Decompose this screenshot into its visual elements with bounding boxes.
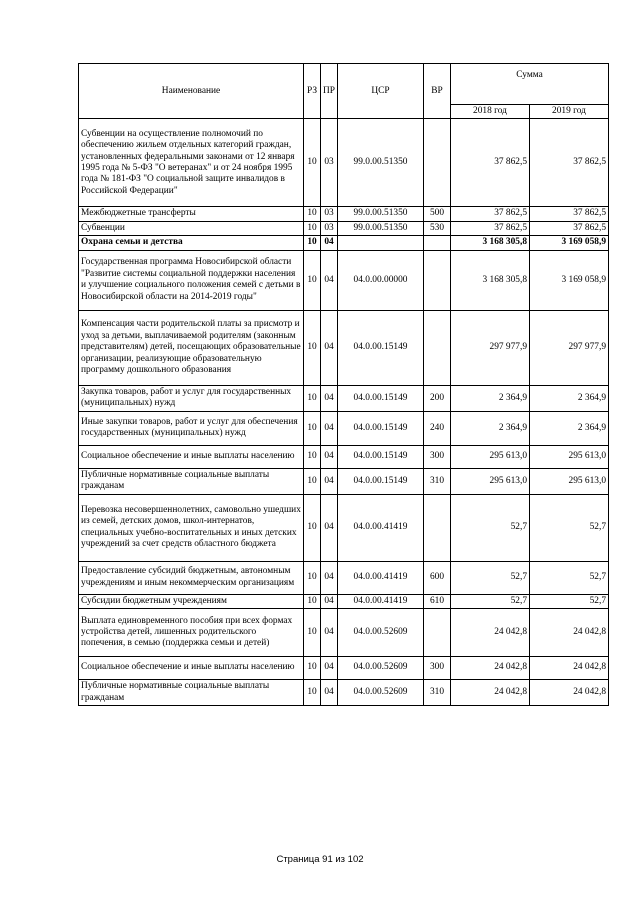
row-sum-2018: 24 042,8 bbox=[451, 609, 530, 657]
table-row bbox=[79, 594, 609, 608]
row-sum-2019: 37 862,5 bbox=[530, 119, 609, 207]
row-rz: 10 bbox=[304, 310, 321, 385]
row-vr bbox=[424, 609, 451, 657]
row-csr: 04.0.00.15149 bbox=[338, 411, 424, 445]
row-pr: 04 bbox=[321, 310, 338, 385]
row-sum-2019: 24 042,8 bbox=[530, 680, 609, 706]
row-sum-2018: 295 613,0 bbox=[451, 445, 530, 468]
header-name: Наименование bbox=[79, 64, 304, 119]
row-vr: 500 bbox=[424, 207, 451, 221]
row-vr: 610 bbox=[424, 594, 451, 608]
row-pr: 04 bbox=[321, 236, 338, 250]
row-csr: 04.0.00.15149 bbox=[338, 445, 424, 468]
row-vr: 600 bbox=[424, 561, 451, 594]
header-csr: ЦСР bbox=[338, 64, 424, 119]
row-pr: 04 bbox=[321, 594, 338, 608]
row-name: Социальное обеспечение и иные выплаты населению bbox=[79, 445, 304, 468]
budget-table bbox=[78, 63, 609, 706]
row-name: Иные закупки товаров, работ и услуг для обеспечения государственных (муниципальных) нужд bbox=[79, 411, 304, 445]
row-pr: 04 bbox=[321, 411, 338, 445]
row-sum-2018: 3 168 305,8 bbox=[451, 236, 530, 250]
table-row bbox=[79, 119, 609, 207]
row-vr bbox=[424, 236, 451, 250]
row-csr: 99.0.00.51350 bbox=[338, 221, 424, 235]
row-name: Публичные нормативные социальные выплаты гражданам bbox=[79, 680, 304, 706]
row-rz: 10 bbox=[304, 236, 321, 250]
table-row bbox=[79, 221, 609, 235]
table-row bbox=[79, 468, 609, 494]
row-sum-2019: 24 042,8 bbox=[530, 609, 609, 657]
row-rz: 10 bbox=[304, 207, 321, 221]
row-csr: 99.0.00.51350 bbox=[338, 207, 424, 221]
table-row bbox=[79, 680, 609, 706]
row-name: Перевозка несовершеннолетних, самовольно ушедших из семей, детских домов, школ-интернатов, специальных учебно-воспитательных и иных детских учреждений за счет средств областного бюджета bbox=[79, 494, 304, 561]
table-row bbox=[79, 385, 609, 411]
header-vr: ВР bbox=[424, 64, 451, 119]
row-name: Социальное обеспечение и иные выплаты населению bbox=[79, 657, 304, 680]
row-name: Компенсация части родительской платы за присмотр и уход за детьми, выплачиваемой родителям (законным представителям) детей, посещающих образовательные организации, реализующие образовательную программу дошкольного образования bbox=[79, 310, 304, 385]
row-pr: 04 bbox=[321, 468, 338, 494]
table-row bbox=[79, 445, 609, 468]
row-pr: 04 bbox=[321, 494, 338, 561]
row-csr: 04.0.00.15149 bbox=[338, 385, 424, 411]
row-csr: 04.0.00.15149 bbox=[338, 310, 424, 385]
row-csr bbox=[338, 236, 424, 250]
row-csr: 04.0.00.52609 bbox=[338, 657, 424, 680]
row-sum-2019: 52,7 bbox=[530, 561, 609, 594]
row-sum-2018: 297 977,9 bbox=[451, 310, 530, 385]
row-vr bbox=[424, 250, 451, 310]
row-rz: 10 bbox=[304, 680, 321, 706]
row-sum-2018: 37 862,5 bbox=[451, 221, 530, 235]
row-pr: 03 bbox=[321, 119, 338, 207]
row-sum-2019: 37 862,5 bbox=[530, 221, 609, 235]
row-sum-2018: 2 364,9 bbox=[451, 385, 530, 411]
row-name: Субсидии бюджетным учреждениям bbox=[79, 594, 304, 608]
table-row bbox=[79, 657, 609, 680]
header-year-2019: 2019 год bbox=[530, 105, 609, 119]
row-vr bbox=[424, 119, 451, 207]
row-csr: 04.0.00.15149 bbox=[338, 468, 424, 494]
row-sum-2018: 24 042,8 bbox=[451, 680, 530, 706]
row-rz: 10 bbox=[304, 221, 321, 235]
table-row bbox=[79, 494, 609, 561]
row-csr: 99.0.00.51350 bbox=[338, 119, 424, 207]
row-name: Выплата единовременного пособия при всех формах устройства детей, лишенных родительского попечения, в семью (поддержка семьи и детей) bbox=[79, 609, 304, 657]
row-name: Межбюджетные трансферты bbox=[79, 207, 304, 221]
row-rz: 10 bbox=[304, 594, 321, 608]
row-vr: 300 bbox=[424, 657, 451, 680]
row-vr: 240 bbox=[424, 411, 451, 445]
row-vr bbox=[424, 310, 451, 385]
row-pr: 04 bbox=[321, 385, 338, 411]
table-row bbox=[79, 411, 609, 445]
row-csr: 04.0.00.41419 bbox=[338, 494, 424, 561]
table-row bbox=[79, 207, 609, 221]
row-pr: 04 bbox=[321, 609, 338, 657]
row-csr: 04.0.00.52609 bbox=[338, 609, 424, 657]
table-row bbox=[79, 236, 609, 250]
row-rz: 10 bbox=[304, 250, 321, 310]
row-rz: 10 bbox=[304, 411, 321, 445]
row-vr: 300 bbox=[424, 445, 451, 468]
row-name: Субвенции на осуществление полномочий по обеспечению жильем отдельных категорий граждан, установленных федеральными законами от 12 января 1995 года № 5-ФЗ "О ветеранах" и от 24 ноября 1995 года № 181-ФЗ "О социальной защите инвалидов в Российской Федерации" bbox=[79, 119, 304, 207]
row-sum-2019: 295 613,0 bbox=[530, 445, 609, 468]
row-rz: 10 bbox=[304, 445, 321, 468]
row-vr bbox=[424, 494, 451, 561]
row-pr: 04 bbox=[321, 657, 338, 680]
row-pr: 03 bbox=[321, 221, 338, 235]
row-sum-2018: 52,7 bbox=[451, 594, 530, 608]
row-rz: 10 bbox=[304, 494, 321, 561]
row-pr: 04 bbox=[321, 680, 338, 706]
row-vr: 310 bbox=[424, 680, 451, 706]
row-rz: 10 bbox=[304, 657, 321, 680]
row-csr: 04.0.00.41419 bbox=[338, 561, 424, 594]
row-sum-2019: 52,7 bbox=[530, 594, 609, 608]
row-sum-2018: 52,7 bbox=[451, 561, 530, 594]
row-sum-2018: 24 042,8 bbox=[451, 657, 530, 680]
row-pr: 04 bbox=[321, 445, 338, 468]
row-name: Предоставление субсидий бюджетным, автономным учреждениям и иным некоммерческим организациям bbox=[79, 561, 304, 594]
row-pr: 04 bbox=[321, 561, 338, 594]
row-csr: 04.0.00.41419 bbox=[338, 594, 424, 608]
row-rz: 10 bbox=[304, 609, 321, 657]
row-name: Государственная программа Новосибирской области "Развитие системы социальной поддержки населения и улучшение социального положения семей с детьми в Новосибирской области на 2014-2019 годы" bbox=[79, 250, 304, 310]
table-row bbox=[79, 561, 609, 594]
row-vr: 200 bbox=[424, 385, 451, 411]
row-rz: 10 bbox=[304, 119, 321, 207]
row-csr: 04.0.00.00000 bbox=[338, 250, 424, 310]
row-rz: 10 bbox=[304, 468, 321, 494]
row-sum-2019: 297 977,9 bbox=[530, 310, 609, 385]
row-sum-2018: 37 862,5 bbox=[451, 119, 530, 207]
header-rz: РЗ bbox=[304, 64, 321, 119]
row-vr: 530 bbox=[424, 221, 451, 235]
row-rz: 10 bbox=[304, 385, 321, 411]
row-sum-2019: 24 042,8 bbox=[530, 657, 609, 680]
row-sum-2018: 52,7 bbox=[451, 494, 530, 561]
table-row bbox=[79, 250, 609, 310]
row-sum-2018: 37 862,5 bbox=[451, 207, 530, 221]
row-name: Закупка товаров, работ и услуг для государственных (муниципальных) нужд bbox=[79, 385, 304, 411]
row-sum-2019: 2 364,9 bbox=[530, 411, 609, 445]
row-name: Охрана семьи и детства bbox=[79, 236, 304, 250]
row-pr: 03 bbox=[321, 207, 338, 221]
table-row bbox=[79, 310, 609, 385]
row-sum-2019: 3 169 058,9 bbox=[530, 236, 609, 250]
row-sum-2019: 3 169 058,9 bbox=[530, 250, 609, 310]
header-sum: Сумма bbox=[451, 64, 609, 105]
header-pr: ПР bbox=[321, 64, 338, 119]
row-sum-2018: 2 364,9 bbox=[451, 411, 530, 445]
row-sum-2019: 295 613,0 bbox=[530, 468, 609, 494]
page-number: Страница 91 из 102 bbox=[276, 854, 364, 865]
header-year-2018: 2018 год bbox=[451, 105, 530, 119]
row-name: Публичные нормативные социальные выплаты гражданам bbox=[79, 468, 304, 494]
row-csr: 04.0.00.52609 bbox=[338, 680, 424, 706]
row-pr: 04 bbox=[321, 250, 338, 310]
row-sum-2018: 3 168 305,8 bbox=[451, 250, 530, 310]
table-row bbox=[79, 609, 609, 657]
row-sum-2019: 37 862,5 bbox=[530, 207, 609, 221]
row-sum-2019: 52,7 bbox=[530, 494, 609, 561]
row-rz: 10 bbox=[304, 561, 321, 594]
row-sum-2019: 2 364,9 bbox=[530, 385, 609, 411]
row-sum-2018: 295 613,0 bbox=[451, 468, 530, 494]
row-name: Субвенции bbox=[79, 221, 304, 235]
row-vr: 310 bbox=[424, 468, 451, 494]
